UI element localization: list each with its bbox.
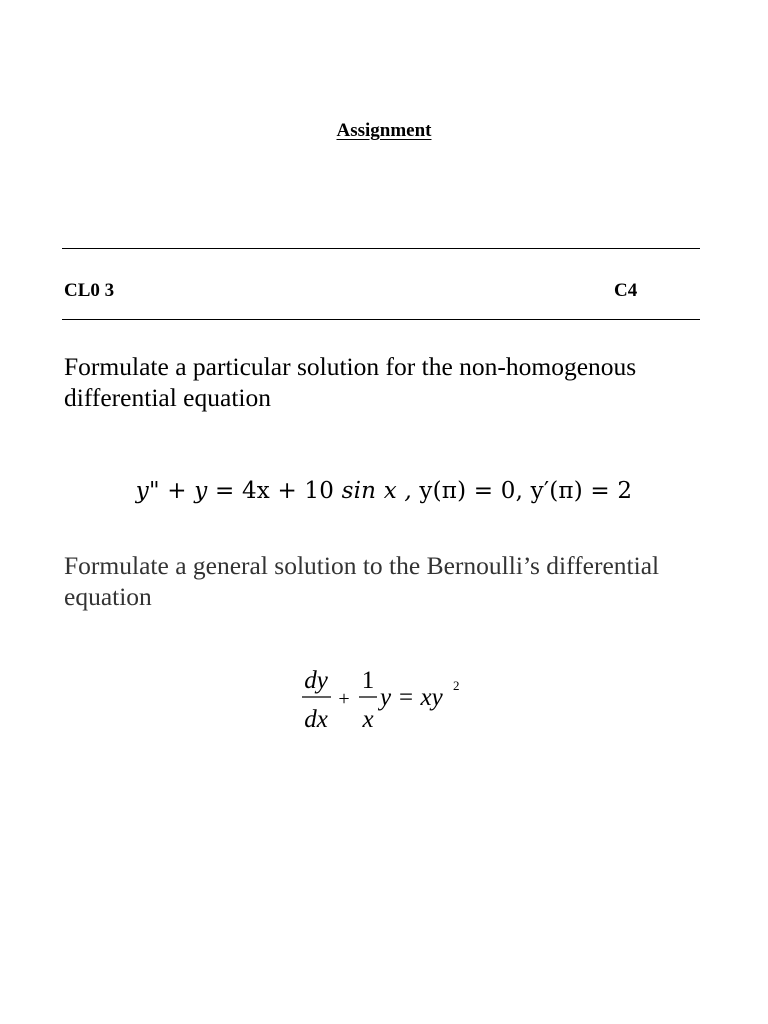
dx-denominator: dx — [304, 706, 328, 733]
plus-sign: + — [338, 688, 350, 710]
equation-lhs: y" + y — [135, 478, 208, 504]
question-1-equation — [0, 478, 768, 504]
bernoulli-equation — [300, 660, 480, 740]
question-2-prompt: Formulate a general solution to the Bernoulli’s differential equation — [64, 551, 660, 611]
equation-rhs-sine: sin x , — [341, 478, 412, 504]
cognitive-level-label: C4 — [614, 280, 638, 301]
initial-condition-1: y(π) = 0, — [419, 478, 524, 504]
top-divider — [62, 248, 700, 249]
dy-numerator: dy — [304, 667, 328, 694]
x-denominator: x — [362, 706, 374, 733]
question-1-prompt: Formulate a particular solution for the non-homogenous differential equation — [64, 352, 637, 412]
equation-equals: = — [214, 478, 235, 504]
bottom-divider — [62, 319, 700, 320]
exponent: 2 — [453, 678, 460, 693]
equation-rest: y = xy — [380, 684, 443, 711]
initial-condition-2: y′(π) = 2 — [530, 478, 633, 504]
clo-label: CL0 3 — [64, 280, 115, 301]
assignment-title: Assignment — [336, 120, 432, 141]
equation-rhs-linear: 4x + 10 — [241, 478, 335, 504]
one-numerator: 1 — [361, 667, 375, 694]
